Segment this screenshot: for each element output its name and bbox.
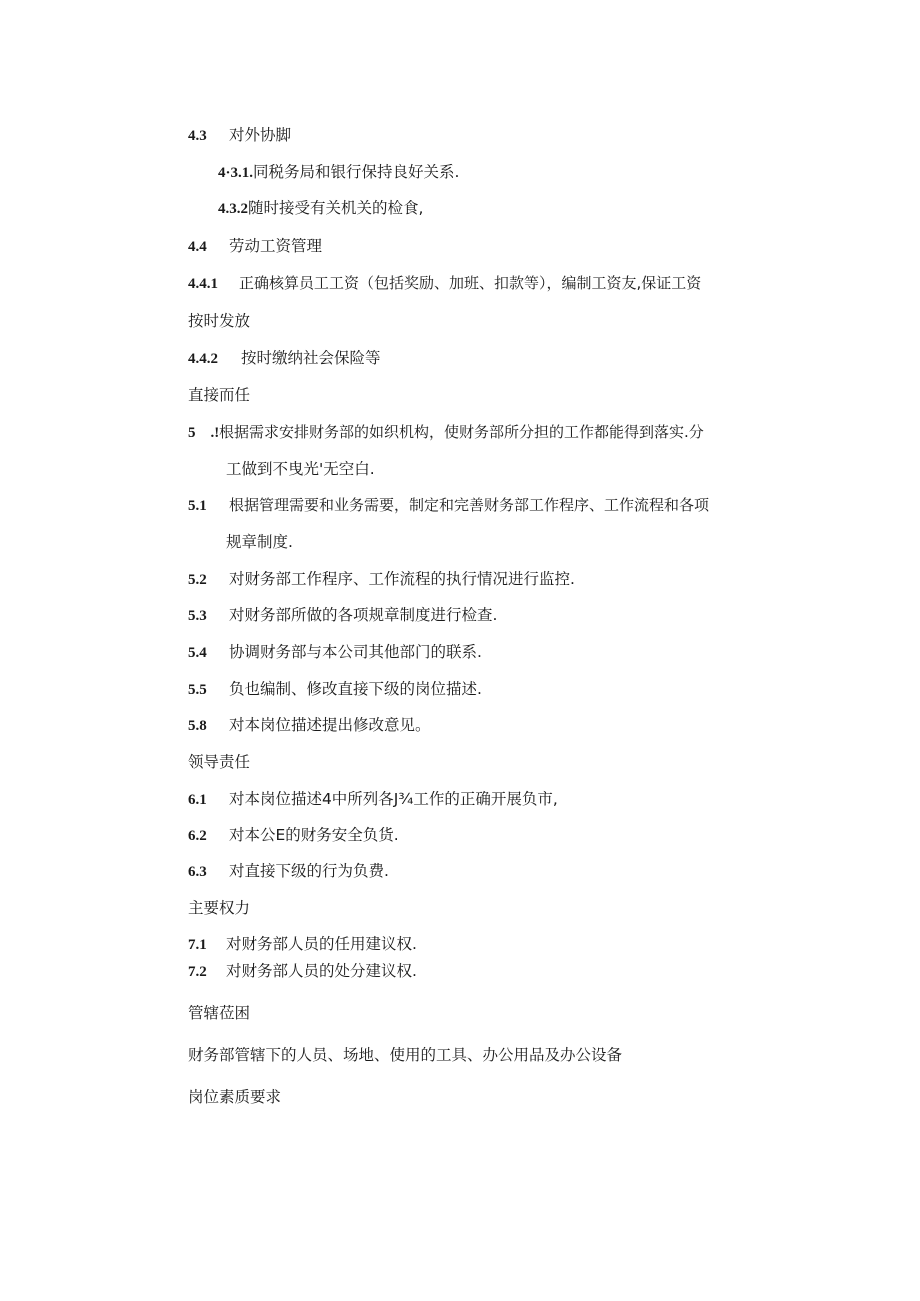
section-number: 5.8 — [188, 718, 207, 734]
section-text: 劳动工资管理 — [228, 237, 322, 255]
section-text: 协调财务部与本公司其他部门的联系. — [228, 643, 482, 661]
section-number: 4.4.1 — [188, 276, 218, 292]
section-line — [188, 789, 558, 810]
section-number: 4.4.2 — [188, 351, 218, 367]
section-text: 按时发放 — [188, 312, 251, 330]
section-line — [188, 679, 482, 700]
section-number: 6.3 — [188, 864, 207, 880]
section-heading — [188, 1003, 250, 1023]
section-text: 管辖莅困 — [188, 1004, 251, 1022]
section-text: 工做到不曳光'无空白. — [226, 460, 375, 478]
section-text: 按时缴纳社会保险等 — [240, 349, 381, 367]
section-text: 根据管理需要和业务需要，制定和完善财务部工作程序、工作流程和各项 — [228, 496, 709, 514]
section-line — [218, 162, 459, 183]
section-number: 5.3 — [188, 608, 207, 624]
section-heading — [188, 385, 250, 405]
section-text: 领导责任 — [188, 753, 251, 771]
section-text: 岗位素质要求 — [188, 1088, 282, 1106]
section-number: 4.3.2 — [218, 201, 248, 217]
section-heading — [188, 898, 250, 918]
section-text: 对本岗位描述4中所列各J¾工作的正确开展负市, — [228, 790, 558, 808]
section-line — [188, 1045, 622, 1065]
section-number: 7.2 — [188, 964, 207, 980]
section-text: 主要权力 — [188, 899, 251, 917]
section-line — [188, 569, 575, 590]
section-line — [188, 422, 704, 443]
section-number: 4.3 — [188, 128, 207, 144]
section-line — [188, 236, 322, 257]
section-text: 对财务部人员的任用建议权. — [225, 935, 417, 953]
section-line — [188, 642, 482, 663]
section-line — [188, 311, 250, 331]
section-number: 5 .! — [188, 425, 220, 441]
section-number: 6.1 — [188, 792, 207, 808]
section-heading — [188, 752, 250, 772]
section-text: 直接而任 — [188, 386, 251, 404]
section-number: 6.2 — [188, 828, 207, 844]
section-text: 对外协脚 — [228, 126, 291, 144]
section-text: 对本公E的财务安全负货. — [228, 826, 399, 844]
section-text: 规章制度. — [226, 533, 293, 551]
section-text: 对财务部所做的各项规章制度进行检查. — [228, 606, 498, 624]
section-text: 对财务部工作程序、工作流程的执行情况进行监控. — [228, 570, 575, 588]
section-line — [188, 348, 380, 369]
section-text: 对财务部人员的处分建议权. — [225, 962, 417, 980]
section-text: 根据需求安排财务部的如织机构，使财务部所分担的工作都能得到落实.分 — [219, 423, 704, 441]
section-text: 正确核算员工工资（包括奖励、加班、扣款等），编制工资友,保证工资 — [238, 274, 702, 292]
section-text: 对本岗位描述提出修改意见。 — [228, 716, 431, 734]
section-line — [188, 125, 291, 146]
section-line — [218, 198, 423, 219]
section-line — [188, 825, 399, 846]
section-text: 财务部管辖下的人员、场地、使用的工具、办公用品及办公设备 — [188, 1046, 623, 1064]
section-number: 4.4 — [188, 239, 207, 255]
section-line — [188, 961, 417, 982]
section-text: 对直接下级的行为负费. — [228, 862, 389, 880]
section-number: 5.2 — [188, 572, 207, 588]
section-line — [188, 495, 709, 516]
section-number: 5.5 — [188, 682, 207, 698]
section-number: 5.4 — [188, 645, 207, 661]
section-text: 负也编制、修改直接下级的岗位描述. — [228, 680, 482, 698]
section-line — [188, 273, 701, 294]
section-number: 7.1 — [188, 937, 207, 953]
section-line — [188, 861, 389, 882]
section-heading — [188, 1087, 281, 1107]
section-text: 随时接受有关机关的检食, — [248, 199, 424, 217]
section-line — [188, 605, 497, 626]
section-number: 4·3.1. — [218, 165, 254, 181]
section-line — [188, 715, 430, 736]
section-text: 同税务局和银行保持良好关系. — [253, 163, 460, 181]
section-number: 5.1 — [188, 498, 207, 514]
section-line — [188, 934, 417, 955]
section-line — [226, 459, 375, 479]
section-line — [226, 532, 293, 552]
